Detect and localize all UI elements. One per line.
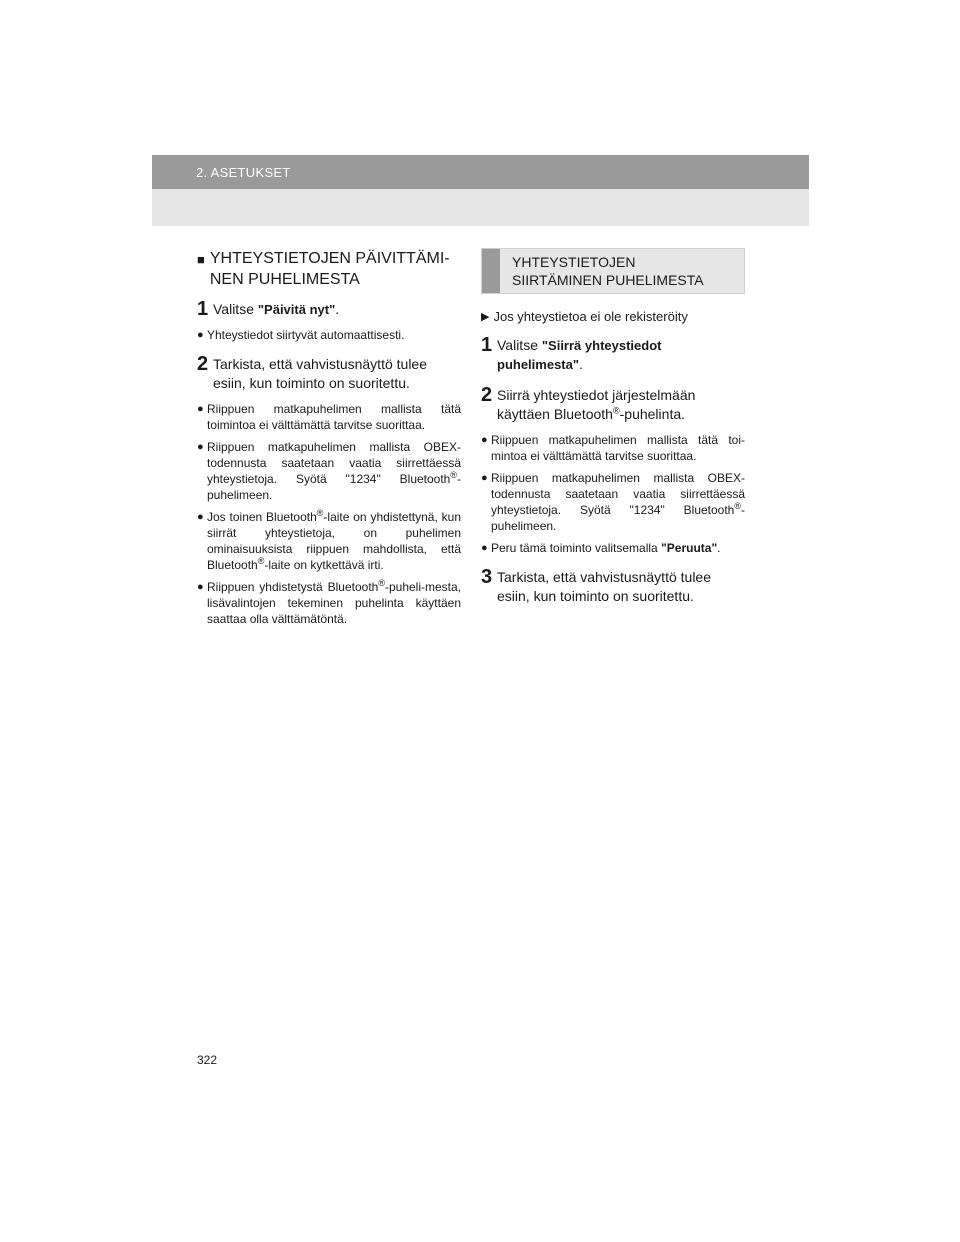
page-number: 322 [197, 1053, 218, 1067]
step-number: 1 [481, 334, 493, 356]
square-bullet-icon: ■ [197, 252, 205, 267]
bullet-item [481, 540, 745, 556]
bullet-item [197, 579, 461, 627]
registered-mark: ® [378, 578, 385, 588]
bullet-text: Yhteystiedot siirtyvät automaattisesti. [207, 328, 405, 342]
bullet-dot-icon: ● [197, 403, 204, 415]
button-reference: "Siirrä yhteystiedot puhelimesta" [497, 338, 662, 372]
step-tail: -puhelinta. [619, 406, 686, 422]
step-tail: . [579, 356, 583, 372]
bullet-text: Peru tämä toiminto valitsemalla [491, 541, 662, 555]
section-title-line-2: SIIRTÄMINEN PUHELIMESTA [512, 272, 704, 288]
bullet-dot-icon: ● [197, 581, 204, 593]
bullet-dot-icon: ● [197, 511, 204, 523]
bullet-item [481, 432, 745, 464]
step-2 [197, 355, 461, 393]
bullet-dot-icon: ● [481, 434, 488, 446]
bullet-item [197, 327, 461, 343]
registered-mark: ® [734, 501, 741, 511]
step-number: 3 [481, 566, 493, 588]
bullet-text-tail: . [717, 541, 721, 555]
bullet-item [197, 439, 461, 503]
step-number: 1 [197, 298, 209, 320]
bullet-dot-icon: ● [481, 542, 488, 554]
bullet-text-tail: -puheli-mesta, lisävalintojen tekeminen puhelinta käyttäen saattaa olla välttämätöntä. [207, 580, 461, 626]
step-text: Valitse [213, 301, 258, 317]
bullet-text: Riippuen matkapuhelimen mallista OBEX-todennusta saatetaan vaatia siirrettäessä yhteystietoja. Syötä "1234" Bluetooth [491, 471, 745, 517]
section-subheading [197, 248, 461, 290]
section-title-line-1: YHTEYSTIETOJEN [512, 254, 636, 270]
step-text: Siirrä yhteystiedot järjestelmään käyttäen Bluetooth [497, 387, 696, 422]
section-title [512, 253, 704, 289]
section-accent-bar [482, 249, 500, 293]
left-column [197, 248, 461, 627]
registered-mark: ® [450, 470, 457, 480]
bullet-item [197, 401, 461, 433]
bullet-text-tail: -laite on kytkettävä irti. [264, 558, 384, 572]
step-1 [197, 300, 461, 319]
bullet-text-tail: -puhelimeen. [491, 503, 745, 533]
step-3 [481, 568, 745, 606]
bullet-text-mid: -laite on yhdistettynä, kun siirrät yhteystietoja, on puhelimen ominaisuuksista riippuen mahdollista, että Bluetooth [207, 510, 462, 572]
bullet-text: Riippuen yhdistetystä Bluetooth [207, 580, 379, 594]
step-text: Valitse [497, 337, 542, 353]
subheading-line-1: YHTEYSTIETOJEN PÄIVITTÄMI- [209, 250, 450, 267]
bullet-item [481, 470, 745, 534]
bullet-dot-icon: ● [197, 441, 204, 453]
bullet-dot-icon: ● [481, 472, 488, 484]
step-1 [481, 336, 745, 374]
button-reference: "Peruuta" [661, 541, 718, 555]
step-tail: . [335, 301, 340, 317]
triangle-right-icon: ▶ [481, 311, 490, 323]
bullet-text: Riippuen matkapuhelimen mallista OBEX-todennusta saatetaan vaatia siirrettäessä yhteystietoja. Syötä "1234" Bluetooth [207, 440, 461, 486]
right-column [481, 248, 745, 606]
bullet-text: Riippuen matkapuhelimen mallista tätä toimintoa ei välttämättä tarvitse suorittaa. [207, 402, 461, 432]
section-header-box [481, 248, 745, 294]
condition-text: Jos yhteystietoa ei ole rekisteröity [493, 309, 688, 324]
step-number: 2 [197, 353, 209, 375]
condition-line [481, 308, 745, 326]
button-reference: "Päivitä nyt" [257, 302, 336, 317]
bullet-item [197, 509, 461, 573]
step-text: Tarkista, että vahvistusnäyttö tulee esiin, kun toiminto on suoritettu. [497, 569, 711, 604]
chapter-title: 2. ASETUKSET [196, 165, 291, 180]
bullet-text: Jos toinen Bluetooth [207, 510, 317, 524]
registered-mark: ® [612, 405, 620, 416]
bullet-text-tail: -puhelimeen. [207, 472, 461, 502]
step-text: Tarkista, että vahvistusnäyttö tulee esiin, kun toiminto on suoritettu. [213, 356, 427, 391]
bullet-text: Riippuen matkapuhelimen mallista tätä toi-mintoa ei välttämättä tarvitse suorittaa. [491, 433, 745, 463]
step-2 [481, 386, 745, 424]
bullet-dot-icon: ● [197, 329, 204, 341]
registered-mark: ® [257, 556, 265, 566]
registered-mark: ® [316, 508, 324, 518]
step-number: 2 [481, 384, 493, 406]
subheading-line-2: NEN PUHELIMESTA [209, 271, 360, 288]
